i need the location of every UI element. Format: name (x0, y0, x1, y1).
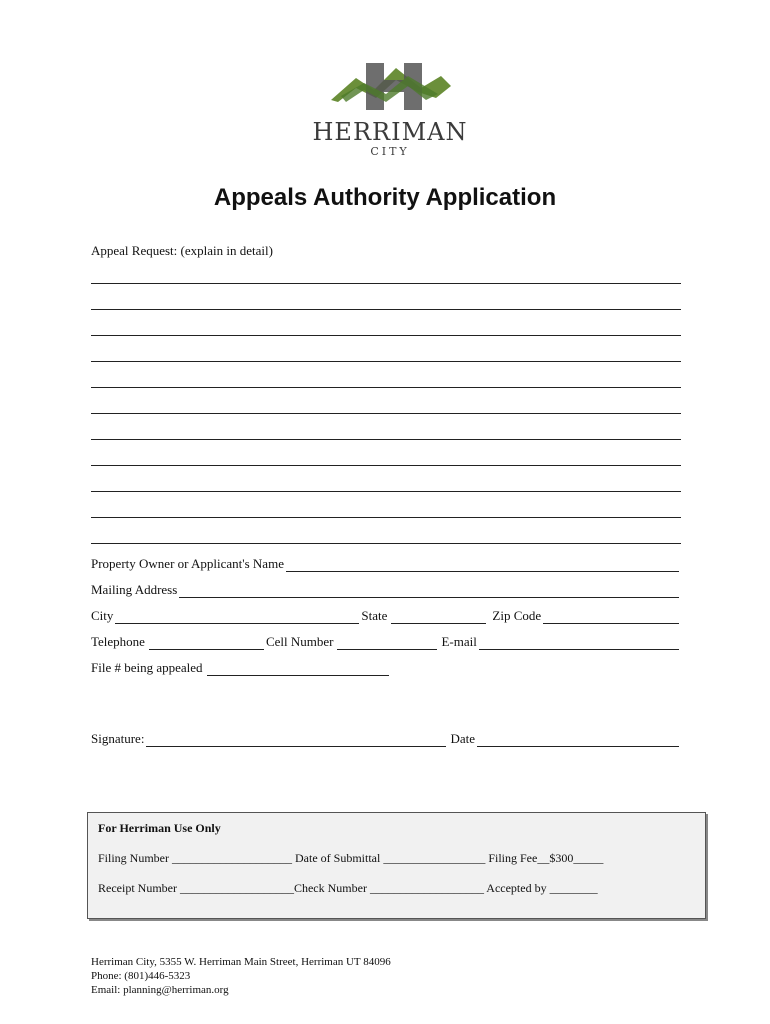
email-field[interactable] (479, 637, 679, 650)
city-label: City (91, 608, 114, 623)
page-title: Appeals Authority Application (213, 184, 557, 211)
appeal-line-5[interactable] (91, 387, 681, 388)
office-use-box (87, 812, 706, 919)
file-number-row (91, 660, 391, 676)
email-label: E-mail (441, 634, 477, 649)
telephone-label: Telephone (91, 634, 145, 649)
signature-label: Signature: (91, 731, 145, 746)
mailing-address-label: Mailing Address (91, 582, 178, 597)
mountain-h-icon (326, 58, 456, 118)
date-field[interactable] (477, 734, 679, 747)
footer-contact (91, 955, 391, 997)
footer-address: Herriman City, 5355 W. Herriman Main Street, Herriman UT 84096 (91, 956, 391, 968)
file-number-field[interactable] (207, 663, 389, 676)
logo-wordmark: HERRIMAN (312, 118, 468, 146)
appeal-line-7[interactable] (91, 439, 681, 440)
phone-row (91, 634, 681, 650)
appeal-request-label: Appeal Request: (explain in detail) (91, 243, 273, 258)
state-field[interactable] (391, 622, 486, 624)
zip-label: Zip Code (492, 608, 542, 623)
appeal-line-3[interactable] (91, 335, 681, 336)
footer-phone: Phone: (801)446-5323 (91, 970, 191, 982)
appeal-line-6[interactable] (91, 413, 681, 414)
logo-subtitle: CITY (370, 145, 410, 158)
appeal-line-1[interactable] (91, 283, 681, 284)
appeal-line-8[interactable] (91, 465, 681, 466)
office-use-line-1: Filing Number ____________________ Date of Submittal _________________ Filing Fee__$300_____ (98, 851, 604, 865)
signature-row (91, 731, 681, 747)
office-use-heading: For Herriman Use Only (98, 821, 221, 835)
cell-label: Cell Number (265, 634, 334, 649)
state-label: State (361, 608, 388, 623)
signature-field[interactable] (146, 745, 446, 747)
city-state-zip-row (91, 608, 681, 624)
zip-field[interactable] (543, 611, 679, 624)
mailing-address-field[interactable] (179, 585, 679, 598)
owner-name-field[interactable] (286, 559, 679, 572)
appeal-line-10[interactable] (91, 517, 681, 518)
file-number-label: File # being appealed (91, 660, 203, 675)
appeal-line-9[interactable] (91, 491, 681, 492)
appeal-line-2[interactable] (91, 309, 681, 310)
date-label: Date (450, 731, 475, 746)
telephone-field[interactable] (149, 648, 264, 650)
cell-field[interactable] (337, 648, 437, 650)
office-use-line-2: Receipt Number ___________________Check Number ___________________ Accepted by ________ (98, 881, 598, 895)
city-field[interactable] (115, 622, 359, 624)
owner-name-row (91, 556, 681, 572)
mailing-address-row (91, 582, 681, 598)
appeal-line-11[interactable] (91, 543, 681, 544)
owner-name-label: Property Owner or Applicant's Name (91, 556, 284, 571)
appeal-line-4[interactable] (91, 361, 681, 362)
footer-email: Email: planning@herriman.org (91, 984, 229, 996)
